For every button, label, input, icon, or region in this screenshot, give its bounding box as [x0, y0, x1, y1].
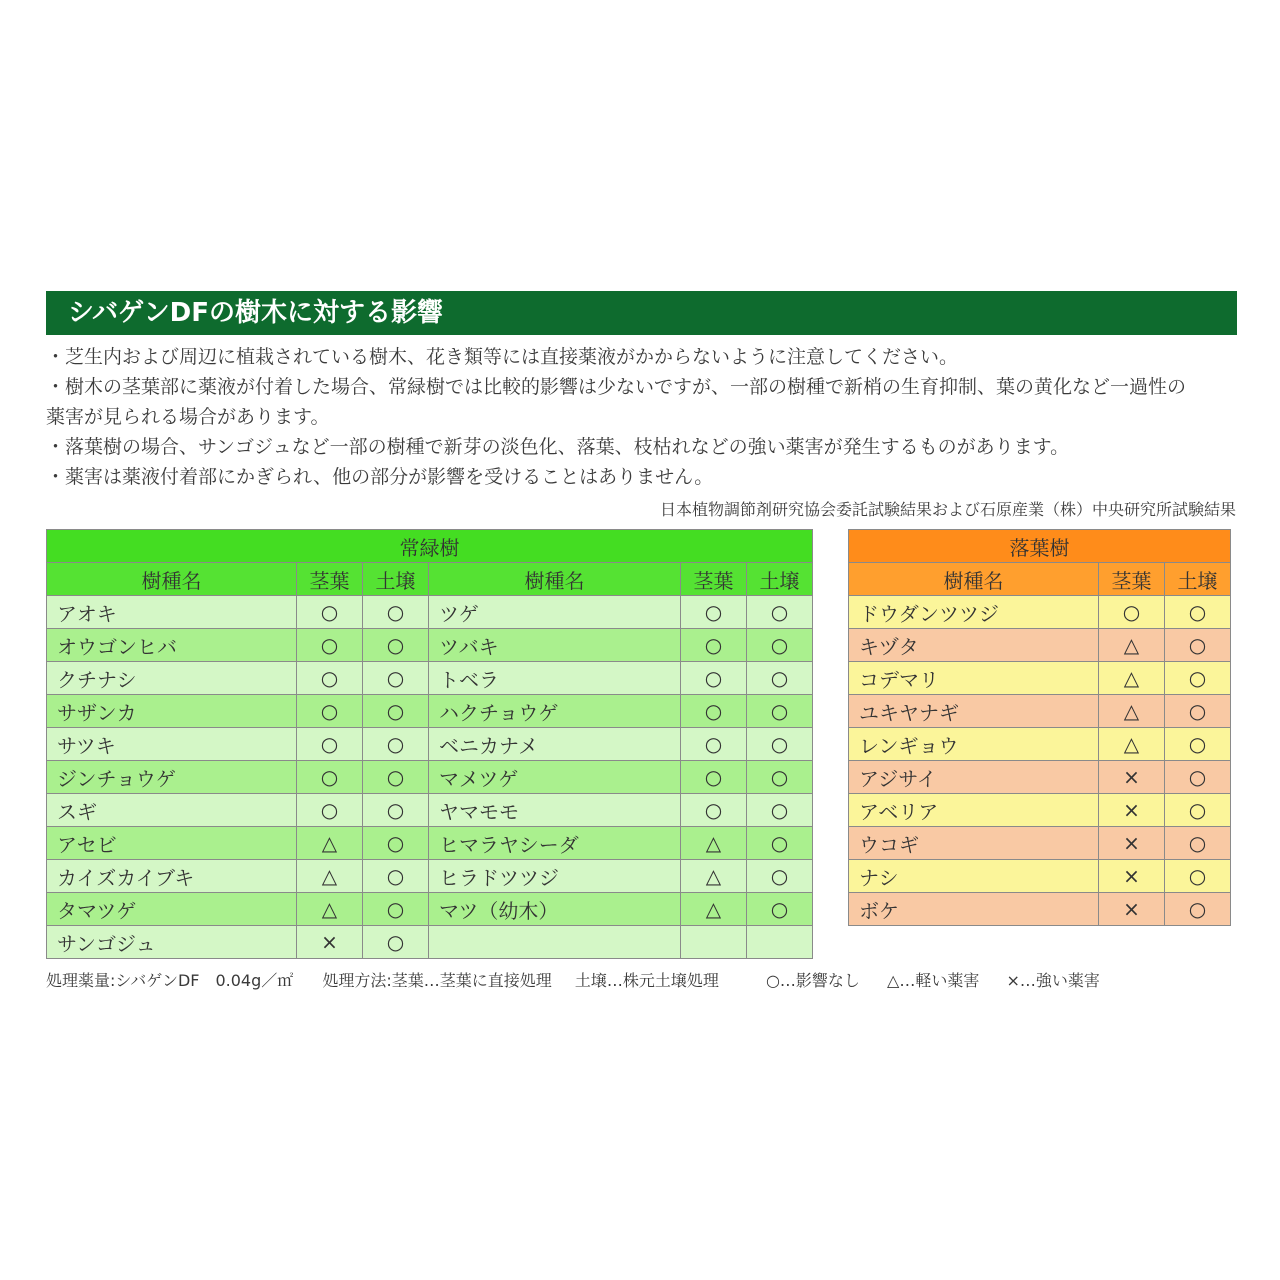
effect-cell: △: [297, 893, 363, 926]
note-3: ・落葉樹の場合、サンゴジュなど一部の樹種で新芽の淡色化、落葉、枝枯れなどの強い薬害が発生するものがあります。: [46, 436, 1070, 458]
effect-cell: ○: [363, 761, 429, 794]
table-row: [47, 695, 813, 728]
effect-cell: ○: [681, 596, 747, 629]
notes: [46, 342, 1241, 492]
effect-cell: ○: [363, 629, 429, 662]
effect-cell: ○: [297, 794, 363, 827]
species-cell: ユキヤナギ: [849, 695, 1099, 728]
effect-cell: ×: [1099, 860, 1165, 893]
species-cell: ハクチョウゲ: [429, 695, 681, 728]
species-cell: ナシ: [849, 860, 1099, 893]
species-cell: スギ: [47, 794, 297, 827]
effect-cell: ○: [1165, 629, 1231, 662]
species-cell: ヤマモモ: [429, 794, 681, 827]
effect-cell: △: [681, 827, 747, 860]
effect-cell: △: [681, 893, 747, 926]
legend-no-effect: ○…影響なし: [765, 971, 860, 990]
effect-cell: ○: [297, 761, 363, 794]
effect-cell: ○: [297, 728, 363, 761]
effect-cell: ○: [363, 893, 429, 926]
effect-cell: ○: [363, 728, 429, 761]
table-row: [849, 893, 1231, 926]
deciduous-group-header: 落葉樹: [849, 530, 1231, 563]
column-header-foliage: 茎葉: [297, 563, 363, 596]
table-row: [849, 794, 1231, 827]
species-cell: ボケ: [849, 893, 1099, 926]
column-header-soil: 土壌: [363, 563, 429, 596]
effect-cell: ×: [1099, 827, 1165, 860]
species-cell: マツ（幼木）: [429, 893, 681, 926]
footer-dose: 処理薬量:シバゲンDF 0.04g／㎡: [46, 971, 294, 990]
effect-cell: △: [1099, 728, 1165, 761]
species-cell: ヒマラヤシーダ: [429, 827, 681, 860]
evergreen-group-header: 常緑樹: [47, 530, 813, 563]
species-cell: レンギョウ: [849, 728, 1099, 761]
effect-cell: ○: [681, 662, 747, 695]
note-2-continued: 薬害が見られる場合があります。: [46, 406, 330, 428]
effect-cell: ○: [363, 662, 429, 695]
table-row: [849, 596, 1231, 629]
species-cell: サザンカ: [47, 695, 297, 728]
note-1: ・芝生内および周辺に植栽されている樹木、花き類等には直接薬液がかからないように注意してください。: [46, 346, 959, 368]
page-title: シバゲンDFの樹木に対する影響: [46, 291, 1237, 335]
species-cell: ドウダンツツジ: [849, 596, 1099, 629]
effect-cell: [747, 926, 813, 959]
effect-cell: ○: [1099, 596, 1165, 629]
species-cell: アオキ: [47, 596, 297, 629]
effect-cell: ○: [363, 827, 429, 860]
species-cell: サンゴジュ: [47, 926, 297, 959]
effect-cell: ○: [747, 794, 813, 827]
species-cell: ヒラドツツジ: [429, 860, 681, 893]
effect-cell: ×: [297, 926, 363, 959]
legend-light-damage: △…軽い薬害: [887, 971, 980, 990]
table-row: [849, 695, 1231, 728]
species-cell: キヅタ: [849, 629, 1099, 662]
effect-cell: ×: [1099, 893, 1165, 926]
effect-cell: ×: [1099, 794, 1165, 827]
species-cell: ツゲ: [429, 596, 681, 629]
deciduous-table: [848, 529, 1231, 926]
table-row: [849, 827, 1231, 860]
note-4: ・薬害は薬液付着部にかぎられ、他の部分が影響を受けることはありません。: [46, 466, 714, 488]
effect-cell: ○: [747, 728, 813, 761]
effect-cell: △: [297, 860, 363, 893]
effect-cell: ○: [1165, 728, 1231, 761]
effect-cell: ○: [1165, 761, 1231, 794]
effect-cell: ○: [363, 596, 429, 629]
effect-cell: △: [681, 860, 747, 893]
table-row: [47, 860, 813, 893]
column-header-foliage: 茎葉: [681, 563, 747, 596]
effect-cell: ○: [747, 893, 813, 926]
effect-cell: ○: [681, 728, 747, 761]
effect-cell: ○: [681, 761, 747, 794]
table-row: [849, 662, 1231, 695]
effect-cell: ○: [1165, 827, 1231, 860]
species-cell: クチナシ: [47, 662, 297, 695]
footer-method: 処理方法:茎葉…茎葉に直接処理: [322, 971, 552, 990]
effect-cell: ○: [747, 662, 813, 695]
column-header-species: 樹種名: [429, 563, 681, 596]
legend-strong-damage: ×…強い薬害: [1006, 971, 1100, 990]
table-row: [47, 926, 813, 959]
species-cell: サツキ: [47, 728, 297, 761]
effect-cell: ○: [1165, 893, 1231, 926]
column-header-soil: 土壌: [747, 563, 813, 596]
effect-cell: ○: [747, 761, 813, 794]
effect-cell: △: [1099, 662, 1165, 695]
table-row: [47, 893, 813, 926]
effect-cell: ○: [1165, 662, 1231, 695]
effect-cell: △: [1099, 629, 1165, 662]
footer-notes: [46, 968, 1100, 991]
species-cell: [429, 926, 681, 959]
effect-cell: ○: [1165, 596, 1231, 629]
species-cell: ベニカナメ: [429, 728, 681, 761]
species-cell: コデマリ: [849, 662, 1099, 695]
species-cell: ツバキ: [429, 629, 681, 662]
species-cell: アセビ: [47, 827, 297, 860]
table-row: [849, 629, 1231, 662]
table-row: [47, 794, 813, 827]
effect-cell: ○: [747, 629, 813, 662]
effect-cell: ×: [1099, 761, 1165, 794]
source-credit: 日本植物調節剤研究協会委託試験結果および石原産業（株）中央研究所試験結果: [659, 500, 1236, 519]
effect-cell: ○: [681, 794, 747, 827]
column-header-species: 樹種名: [47, 563, 297, 596]
column-header-species: 樹種名: [849, 563, 1099, 596]
effect-cell: ○: [363, 794, 429, 827]
effect-cell: [681, 926, 747, 959]
table-row: [849, 761, 1231, 794]
effect-cell: ○: [1165, 695, 1231, 728]
effect-cell: ○: [1165, 860, 1231, 893]
effect-cell: ○: [747, 695, 813, 728]
column-header-soil: 土壌: [1165, 563, 1231, 596]
table-row: [47, 728, 813, 761]
effect-cell: △: [1099, 695, 1165, 728]
effect-cell: ○: [363, 695, 429, 728]
effect-cell: ○: [681, 629, 747, 662]
effect-cell: ○: [297, 662, 363, 695]
table-row: [47, 662, 813, 695]
table-row: [47, 761, 813, 794]
species-cell: ウコギ: [849, 827, 1099, 860]
footer-soil-method: 土壌…株元土壌処理: [574, 971, 719, 990]
effect-cell: ○: [747, 860, 813, 893]
effect-cell: △: [297, 827, 363, 860]
effect-cell: ○: [297, 695, 363, 728]
species-cell: マメツゲ: [429, 761, 681, 794]
effect-cell: ○: [747, 596, 813, 629]
effect-cell: ○: [681, 695, 747, 728]
effect-cell: ○: [297, 596, 363, 629]
effect-cell: ○: [747, 827, 813, 860]
effect-cell: ○: [363, 860, 429, 893]
species-cell: アベリア: [849, 794, 1099, 827]
species-cell: ジンチョウゲ: [47, 761, 297, 794]
table-row: [47, 827, 813, 860]
species-cell: カイズカイブキ: [47, 860, 297, 893]
species-cell: アジサイ: [849, 761, 1099, 794]
species-cell: タマツゲ: [47, 893, 297, 926]
table-row: [47, 596, 813, 629]
species-cell: オウゴンヒバ: [47, 629, 297, 662]
table-row: [849, 860, 1231, 893]
effect-cell: ○: [297, 629, 363, 662]
note-2: ・樹木の茎葉部に薬液が付着した場合、常緑樹では比較的影響は少ないですが、一部の樹種で新梢の生育抑制、葉の黄化など一過性の: [46, 376, 1187, 398]
effect-cell: ○: [363, 926, 429, 959]
species-cell: トベラ: [429, 662, 681, 695]
table-row: [47, 629, 813, 662]
table-row: [849, 728, 1231, 761]
column-header-foliage: 茎葉: [1099, 563, 1165, 596]
effect-cell: ○: [1165, 794, 1231, 827]
evergreen-table: [46, 529, 813, 959]
